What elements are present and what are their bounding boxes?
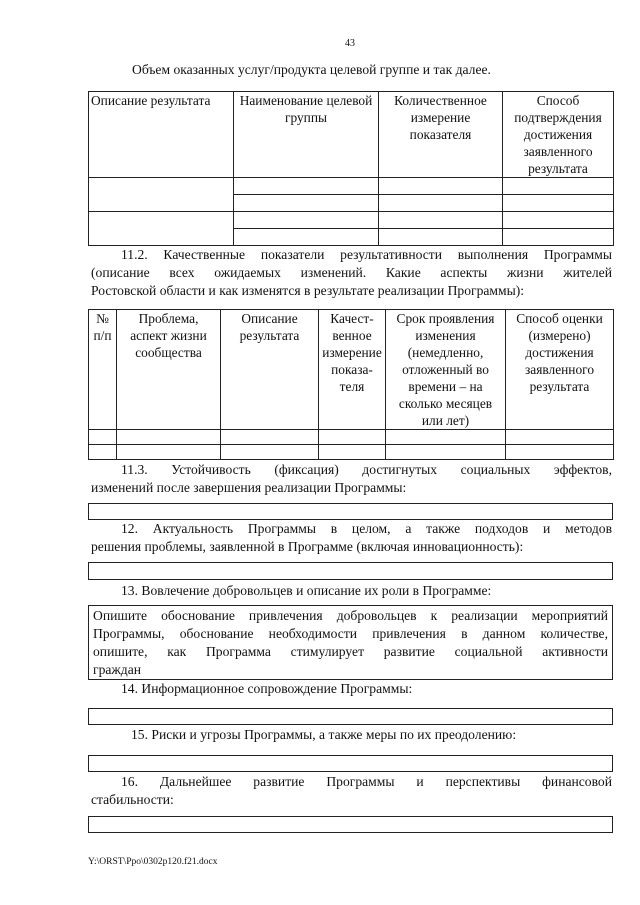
table1-cell[interactable] — [234, 195, 379, 212]
page-number: 43 — [345, 38, 355, 49]
section-13-hint-line: граждан — [93, 662, 142, 677]
results-table-qualitative — [88, 309, 614, 460]
table1-cell[interactable] — [503, 195, 614, 212]
table2-cell[interactable] — [319, 430, 386, 445]
table1-cell[interactable] — [379, 229, 503, 246]
table2-cell[interactable] — [89, 445, 117, 460]
table1-cell[interactable] — [234, 212, 379, 229]
footer-file-path: Y:\ORST\Ppo\0302p120.f21.docx — [88, 857, 218, 867]
section-12 — [91, 520, 612, 556]
section-11-3-line: изменений после завершения реализации Программы: — [91, 480, 407, 495]
section-15-title: 15. Риски и угрозы Программы, а также меры по их преодолению: — [131, 727, 517, 742]
section-13-hint-line: Программы, обоснование необходимости привлечения в данном количестве, — [93, 626, 608, 641]
section-13-hint-line: опишите, как Программа стимулирует развитие социальной активности — [93, 644, 608, 659]
table2-cell[interactable] — [506, 445, 614, 460]
results-table-quantitative — [88, 91, 614, 246]
section-11-2-line: 11.2. Качественные показатели результативности выполнения Программы — [121, 247, 612, 262]
section-13-title: 13. Вовлечение добровольцев и описание их роли в Программе: — [121, 583, 492, 598]
table2-header-term: Срок проявления изменения (немедленно, отложенный во времени – на сколько месяцев или лет) — [386, 310, 506, 430]
section-12-line: решения проблемы, заявленной в Программе (включая инновационность): — [91, 539, 524, 554]
section-16-line: 16. Дальнейшее развитие Программы и перспективы финансовой — [121, 774, 612, 789]
section-11-3-line: 11.3. Устойчивость (фиксация) достигнутых социальных эффектов, — [121, 462, 612, 477]
section-16 — [91, 773, 612, 809]
table2-cell[interactable] — [386, 430, 506, 445]
table1-cell[interactable] — [234, 178, 379, 195]
table2-cell[interactable] — [117, 445, 221, 460]
table1-cell[interactable] — [379, 178, 503, 195]
section-11-3 — [91, 461, 612, 497]
table2-header-quality: Качест-венное измерение показа-теля — [319, 310, 386, 430]
table2-header-problem: Проблема, аспект жизни сообщества — [117, 310, 221, 430]
section-12-answer-box[interactable] — [88, 562, 613, 580]
section-16-line: стабильности: — [91, 792, 174, 807]
section-11-3-answer-box[interactable] — [88, 503, 613, 520]
table1-cell[interactable] — [503, 178, 614, 195]
table2-header-result: Описание результата — [221, 310, 319, 430]
table1-cell[interactable] — [379, 212, 503, 229]
table1-header-target-group: Наименование целевой группы — [234, 92, 379, 178]
table1-cell[interactable] — [503, 212, 614, 229]
table2-header-evaluation: Способ оценки (измерено) достижения заявленного результата — [506, 310, 614, 430]
table2-cell[interactable] — [386, 445, 506, 460]
table2-cell[interactable] — [89, 430, 117, 445]
table2-header-number: № п/п — [89, 310, 117, 430]
table1-cell[interactable] — [89, 212, 234, 246]
section-12-line: 12. Актуальность Программы в целом, а также подходов и методов — [121, 521, 612, 536]
table1-cell[interactable] — [503, 229, 614, 246]
section-13-answer-box[interactable] — [88, 605, 613, 680]
table1-header-quantity: Количественное измерение показателя — [379, 92, 503, 178]
intro-line: Объем оказанных услуг/продукта целевой группе и так далее. — [132, 62, 491, 77]
table2-cell[interactable] — [506, 430, 614, 445]
section-13-hint-line: Опишите обоснование привлечения добровольцев к реализации мероприятий — [93, 608, 608, 623]
section-14-answer-box[interactable] — [88, 708, 613, 725]
table2-cell[interactable] — [221, 445, 319, 460]
section-11-2-line: (описание всех ожидаемых изменений. Какие аспекты жизни жителей — [91, 265, 612, 280]
section-16-answer-box[interactable] — [88, 816, 613, 833]
table1-cell[interactable] — [89, 178, 234, 212]
section-14-title: 14. Информационное сопровождение Программы: — [121, 681, 413, 696]
section-15-answer-box[interactable] — [88, 755, 613, 772]
table1-header-confirmation: Способ подтверждения достижения заявленного результата — [503, 92, 614, 178]
section-11-2 — [91, 246, 612, 300]
table2-cell[interactable] — [319, 445, 386, 460]
table1-header-result: Описание результата — [89, 92, 234, 178]
table1-cell[interactable] — [379, 195, 503, 212]
table2-cell[interactable] — [117, 430, 221, 445]
table2-cell[interactable] — [221, 430, 319, 445]
section-11-2-line: Ростовской области и как изменятся в результате реализации Программы): — [91, 283, 525, 298]
table1-cell[interactable] — [234, 229, 379, 246]
